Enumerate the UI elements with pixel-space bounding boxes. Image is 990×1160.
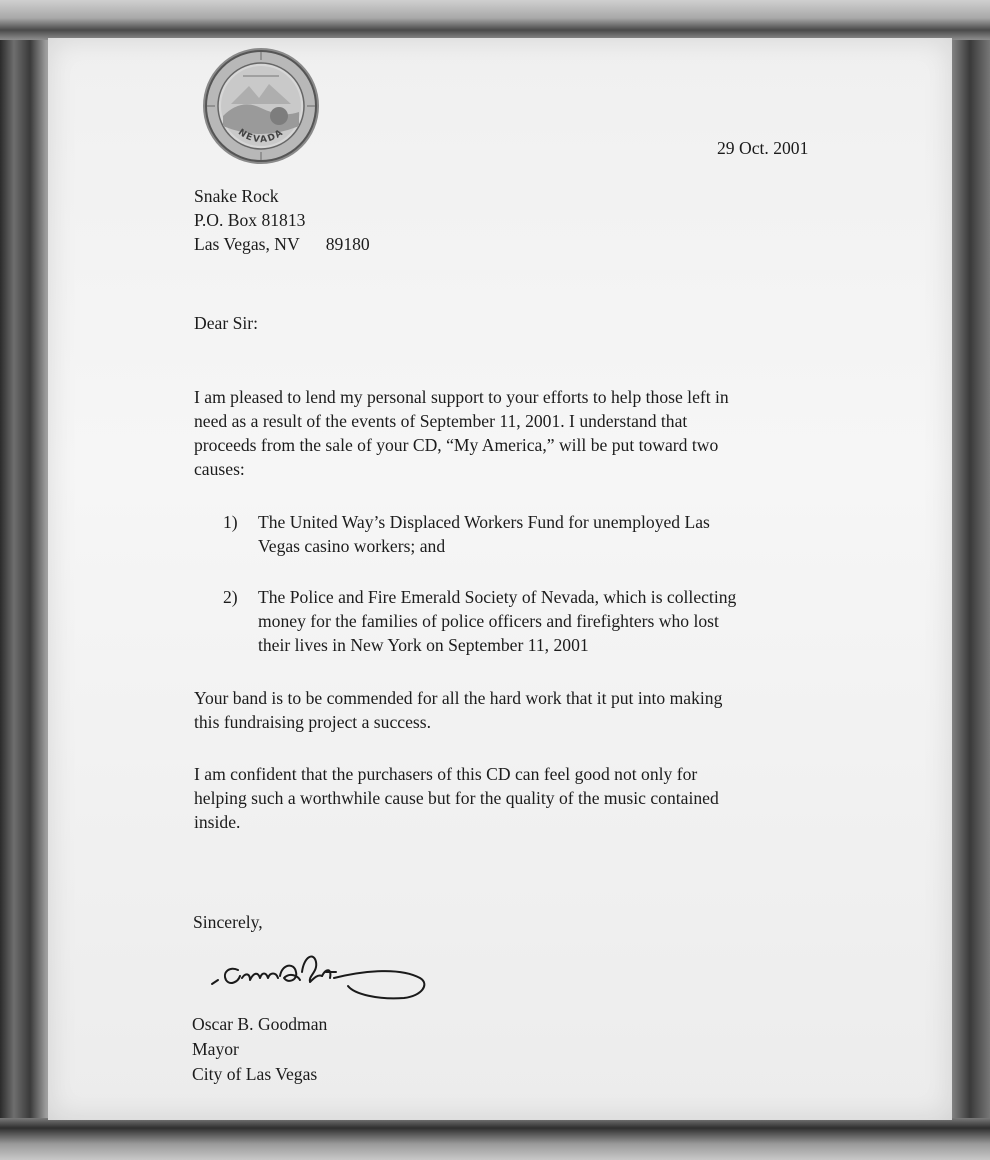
signer-organization: City of Las Vegas — [192, 1064, 318, 1084]
letter-date: 29 Oct. 2001 — [717, 138, 809, 158]
paragraph-line: need as a result of the events of September 11, 2001. I understand that — [194, 411, 688, 431]
recipient-address — [194, 184, 370, 256]
paragraph-line: this fundraising project a success. — [194, 712, 431, 732]
paragraph-3 — [194, 762, 719, 834]
recipient-zip: 89180 — [325, 234, 370, 254]
cd-case-top-edge — [0, 0, 990, 40]
signature-block — [192, 1012, 327, 1087]
paragraph-2 — [194, 686, 722, 734]
recipient-po-box: P.O. Box 81813 — [194, 210, 306, 230]
cause-line: Vegas casino workers; and — [258, 536, 446, 556]
salutation: Dear Sir: — [194, 313, 259, 333]
closing: Sincerely, — [193, 912, 263, 932]
paragraph-line: causes: — [194, 459, 245, 479]
cause-line: The United Way’s Displaced Workers Fund for unemployed Las — [258, 512, 710, 532]
paragraph-line: inside. — [194, 812, 241, 832]
cause-line: money for the families of police officers and firefighters who lost — [258, 611, 719, 631]
seal-label: NEVADA — [236, 127, 286, 146]
cause-line: The Police and Fire Emerald Society of Nevada, which is collecting — [258, 587, 737, 607]
signer-name: Oscar B. Goodman — [192, 1014, 328, 1034]
signer-title: Mayor — [192, 1039, 239, 1059]
paragraph-line: proceeds from the sale of your CD, “My America,” will be put toward two — [194, 435, 719, 455]
cause-1-number: 1) — [223, 512, 238, 532]
recipient-city-state: Las Vegas, NV — [194, 234, 300, 254]
paragraph-line: I am confident that the purchasers of this CD can feel good not only for — [194, 764, 698, 784]
paragraph-line: I am pleased to lend my personal support to your efforts to help those left in — [194, 387, 729, 407]
paragraph-1 — [194, 385, 729, 481]
cause-2-number: 2) — [223, 587, 238, 607]
cause-1 — [258, 510, 710, 558]
letter-paper — [48, 38, 952, 1120]
cause-2 — [258, 585, 736, 657]
recipient-city-line — [194, 232, 370, 256]
recipient-name: Snake Rock — [194, 186, 279, 206]
paragraph-line: helping such a worthwhile cause but for the quality of the music contained — [194, 788, 719, 808]
handwritten-signature-icon — [208, 942, 438, 1014]
paragraph-line: Your band is to be commended for all the hard work that it put into making — [194, 688, 723, 708]
city-seal-icon — [201, 46, 321, 166]
cd-case-bottom-edge — [0, 1118, 990, 1160]
cause-line: their lives in New York on September 11, 2001 — [258, 635, 589, 655]
